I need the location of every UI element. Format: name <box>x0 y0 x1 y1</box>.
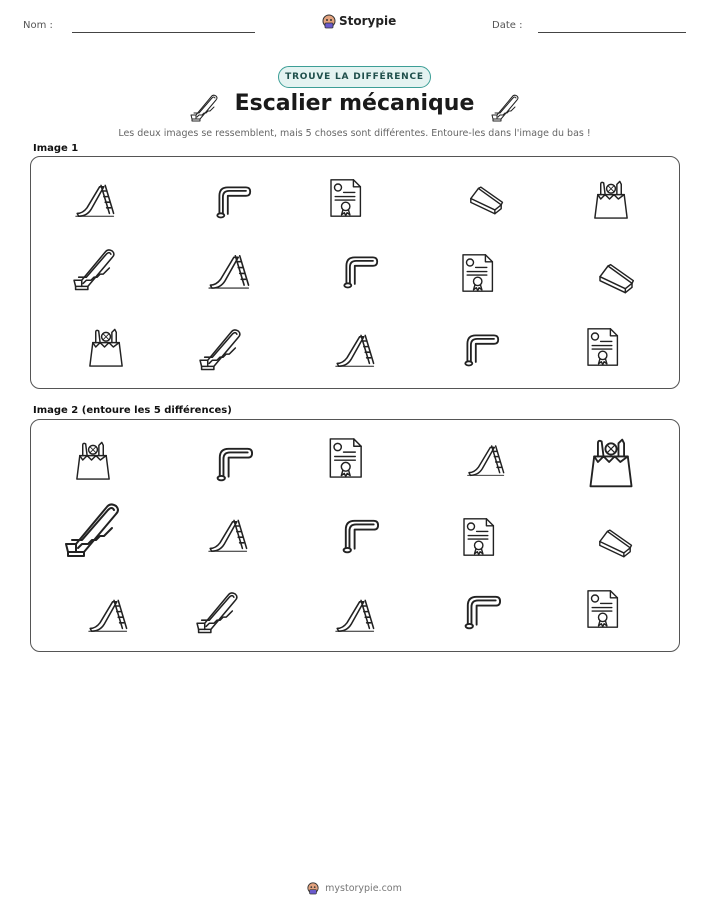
page-title: Escalier mécanique <box>234 91 475 116</box>
grocery-bag-icon <box>583 428 639 496</box>
storypie-mascot-icon <box>322 13 336 29</box>
title-row <box>0 91 709 116</box>
image2-label: Image 2 (entoure les 5 différences) <box>33 405 232 416</box>
bike-rack-icon <box>207 440 259 484</box>
image1-label: Image 1 <box>33 143 79 154</box>
image2-panel <box>30 419 680 652</box>
date-label: Date : <box>492 20 523 31</box>
slide-icon <box>327 592 381 634</box>
escalator-icon <box>490 92 520 116</box>
ramp-icon <box>463 177 509 215</box>
instructions: Les deux images se ressemblent, mais 5 choses sont différentes. Entoure-les dans l'image du bas ! <box>118 128 591 139</box>
certificate-icon <box>581 586 623 632</box>
certificate-icon <box>581 324 623 370</box>
date-line[interactable] <box>538 32 686 33</box>
activity-badge: TROUVE LA DIFFÉRENCE <box>278 66 431 88</box>
image1-panel <box>30 156 680 389</box>
slide-icon <box>201 247 255 291</box>
slide-icon <box>81 592 133 634</box>
bike-rack-icon <box>454 327 506 369</box>
escalator-icon <box>191 588 243 634</box>
certificate-icon <box>457 514 499 560</box>
slide-icon <box>201 512 253 554</box>
grocery-bag-icon <box>589 175 633 223</box>
bike-rack-icon <box>333 512 385 556</box>
escalator-icon <box>67 245 121 291</box>
bike-rack-icon <box>455 588 507 632</box>
name-label: Nom : <box>23 20 53 31</box>
certificate-icon <box>323 434 367 482</box>
slide-icon <box>69 177 119 219</box>
bike-rack-icon <box>207 179 257 221</box>
certificate-icon <box>324 175 366 221</box>
slide-icon <box>327 327 381 369</box>
certificate-icon <box>456 250 498 296</box>
footer-url[interactable]: mystorypie.com <box>325 882 402 894</box>
slide-icon <box>459 438 511 478</box>
bike-rack-icon <box>334 249 384 291</box>
grocery-bag-icon <box>71 436 115 484</box>
escalator-icon <box>189 92 219 116</box>
escalator-icon <box>57 498 127 558</box>
storypie-logo <box>322 13 396 29</box>
name-line[interactable] <box>72 32 255 33</box>
brand-name: Storypie <box>339 14 397 28</box>
ramp-icon <box>593 520 637 558</box>
escalator-icon <box>193 325 247 371</box>
storypie-mascot-icon <box>307 881 319 895</box>
grocery-bag-icon <box>84 323 128 371</box>
ramp-icon <box>593 254 639 294</box>
footer <box>0 881 709 895</box>
